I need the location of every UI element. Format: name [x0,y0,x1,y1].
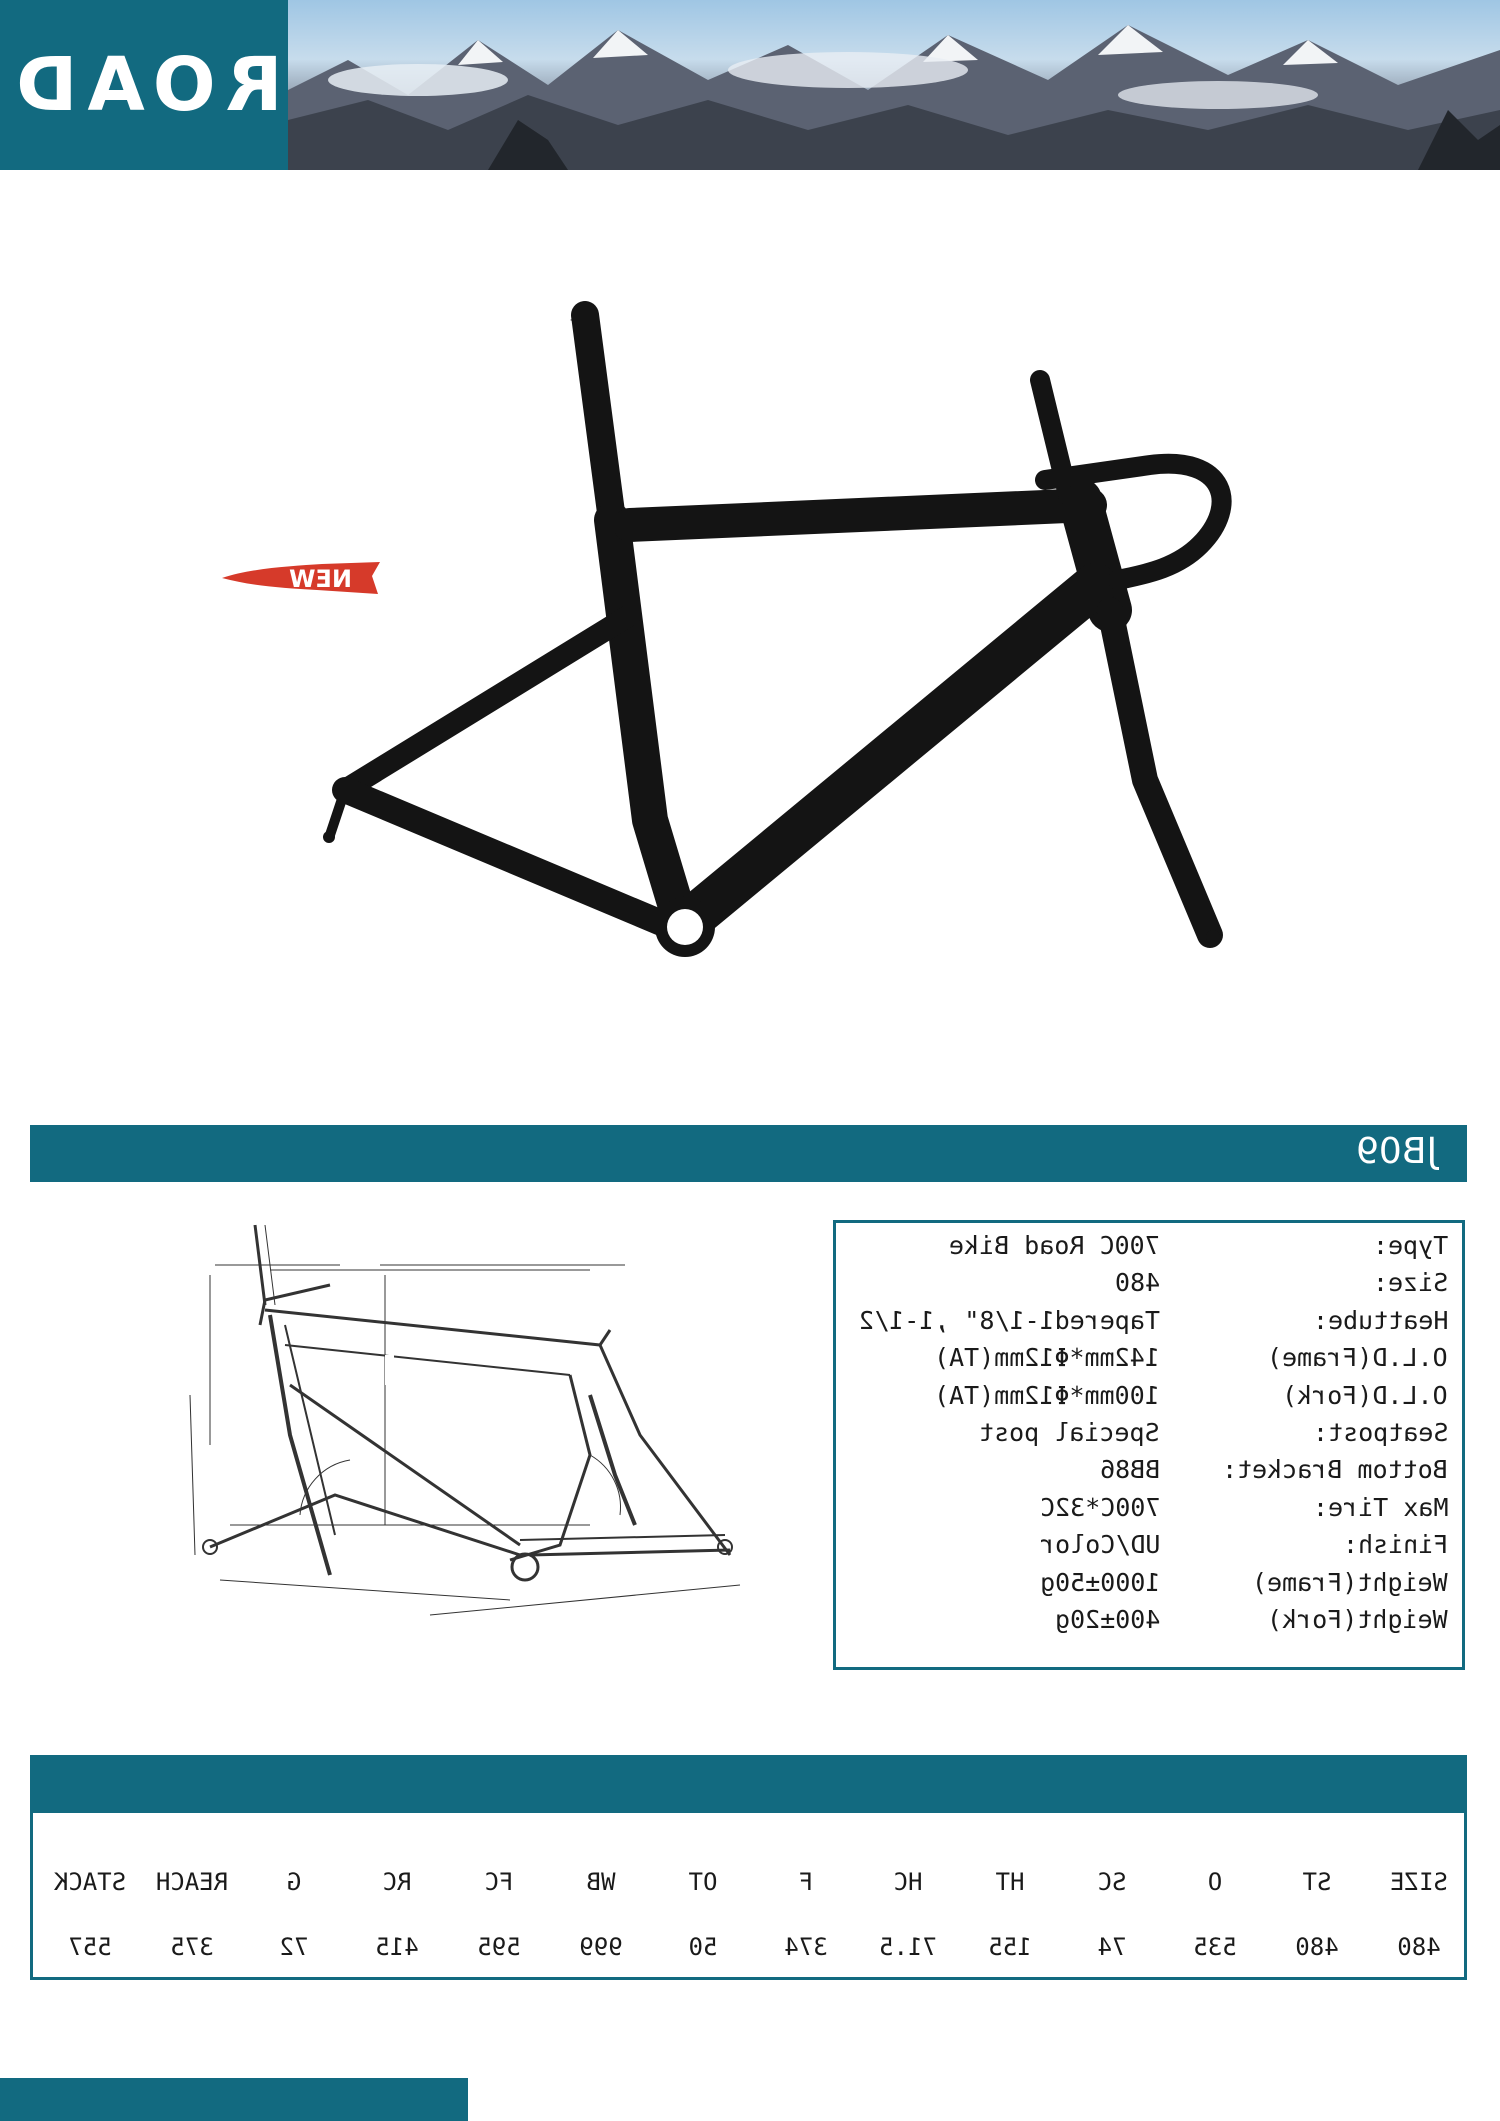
table-value-cell: 999 [579,1933,623,1961]
table-header-cell: HC [893,1868,923,1896]
spec-row [836,1605,1462,1642]
table-value-cell: 595 [477,1933,521,1961]
table-value-cell: 374 [783,1933,828,1961]
spec-row [836,1306,1462,1343]
table-value-cell: 415 [375,1933,419,1961]
table-header-cell: REACH [156,1868,229,1896]
spec-value: 480 [1114,1268,1160,1298]
table-value-cell: 557 [68,1933,112,1961]
spec-value: 1000±50g [1039,1567,1160,1597]
spec-value: 700C Road Bike [949,1231,1160,1260]
spec-value: 700C*32C [1039,1492,1160,1522]
specifications-box [833,1220,1465,1670]
table-value-cell: 535 [1192,1933,1237,1961]
spec-row [836,1493,1462,1530]
spec-value: Tapered1-1/8" ,1-1/2 [858,1305,1160,1335]
table-header-cell: SIZE [1390,1868,1448,1896]
spec-row [836,1268,1462,1305]
table-header-cell: SC [1097,1868,1127,1896]
mountain-banner-image [288,0,1500,170]
spec-value: 100mm*Φ12mm(TA) [934,1380,1160,1410]
table-value-cell: 72 [280,1933,309,1961]
frame-geometry-drawing [170,1195,770,1635]
table-value-cell: 50 [688,1933,718,1961]
table-header-cell: F [798,1868,813,1896]
spec-label: Size: [1372,1268,1448,1298]
footer-accent-bar [0,2078,468,2121]
category-title: ROAD [5,42,283,128]
spec-value: 142mm*Φ12mm(TA) [934,1343,1160,1373]
spec-label: Finish: [1342,1530,1448,1560]
table-value-cell: 71.5 [878,1933,937,1961]
table-value-cell: 155 [988,1933,1032,1961]
spec-label: Weight(Fork) [1267,1605,1448,1634]
table-header-cell: STACK [53,1868,127,1896]
spec-label: Bottom Bracket: [1222,1455,1448,1485]
spec-value: BB86 [1099,1455,1160,1485]
table-header-cell: G [287,1868,302,1896]
table-header-cell: WB [586,1868,616,1896]
table-value-cell: 375 [170,1933,214,1961]
table-header-cell: ST [1302,1868,1332,1896]
new-badge-icon [222,560,382,596]
spec-label: O.L.D(Frame) [1267,1343,1448,1373]
spec-label: O.L.D(Fork) [1282,1380,1448,1410]
spec-value: UD/Color [1039,1530,1160,1560]
spec-row [836,1530,1462,1567]
table-header-cell: HT [995,1868,1025,1896]
spec-label: Max Tire: [1312,1492,1448,1522]
spec-row [836,1343,1462,1380]
table-header-cell: RC [382,1868,412,1896]
mountain-scene [288,0,1500,170]
model-title-bar [30,1125,1467,1182]
spec-label: Type: [1372,1231,1448,1260]
category-header [0,0,288,170]
spec-row [836,1381,1462,1418]
spec-label: Weight(Frame) [1252,1567,1448,1597]
table-value-cell: 480 [1397,1933,1441,1961]
table-header-cell: OT [688,1868,718,1896]
product-frame-image [0,200,1500,1060]
spec-label: Heattube: [1312,1305,1448,1335]
new-badge-text: NEW [289,565,352,593]
spec-label: Seatpost: [1312,1418,1448,1447]
model-name: JB09 [1355,1131,1437,1172]
geometry-diagram [170,1195,770,1635]
table-header-cell: O [1207,1868,1222,1896]
table-header-cell: FC [484,1868,514,1896]
size-table-header-bar [33,1758,1464,1813]
spec-row [836,1231,1462,1268]
spec-row [836,1418,1462,1455]
spec-value: Special post [979,1418,1160,1447]
spec-row [836,1455,1462,1492]
size-geometry-table [30,1755,1467,1980]
spec-row [836,1568,1462,1605]
spec-value: 400±20g [1054,1605,1160,1634]
table-value-cell: 74 [1097,1933,1127,1961]
table-value-cell: 480 [1295,1933,1339,1961]
bike-frame-render [0,200,1500,1060]
